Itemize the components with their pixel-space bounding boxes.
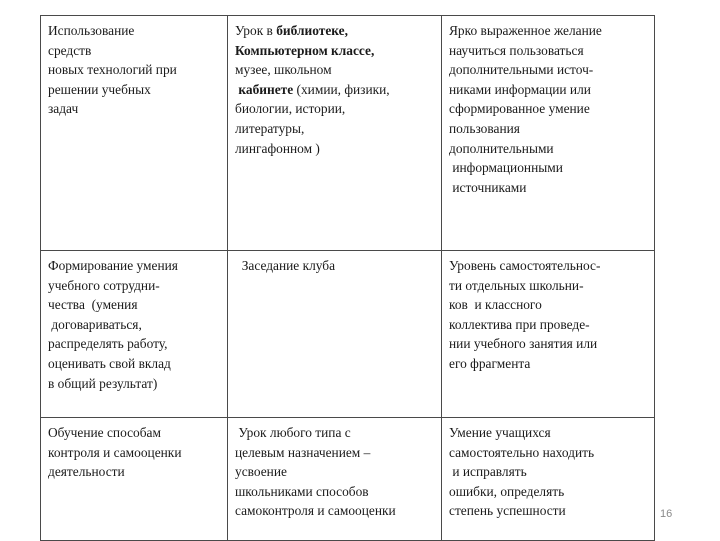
text-line [235, 41, 435, 61]
text-line: дополнительными источ- [449, 62, 594, 78]
row1-col1-cell [41, 16, 228, 251]
text-line: лингафонном ) [235, 140, 320, 156]
text-line: распределять работу, [48, 336, 168, 352]
text-line [235, 21, 435, 41]
text-line: Использование [48, 23, 135, 38]
text-line: Умение учащихся [449, 425, 551, 440]
table-row [41, 418, 655, 541]
text-line [235, 80, 435, 100]
text-line: ошибки, определять [449, 483, 565, 499]
text-line: Формирование умения [48, 258, 178, 273]
text-line: самоконтроля и самооценки [235, 503, 396, 519]
text-line: Заседание клуба [235, 258, 336, 273]
text-line: задач [48, 101, 79, 117]
text-line: и исправлять [449, 464, 527, 480]
text-line: оценивать свой вклад [48, 355, 171, 371]
text-line: информационными [449, 160, 563, 176]
text-fragment: (химии, физики, [293, 81, 390, 97]
text-line: степень успешности [449, 503, 566, 519]
text-line: сформированное умение [449, 101, 590, 117]
text-line: средств [48, 42, 92, 58]
text-line: Ярко выраженное желание [449, 23, 602, 38]
text-fragment: Урок в [235, 23, 277, 38]
table-row [41, 251, 655, 418]
text-line: пользования [449, 120, 520, 136]
bold-fragment: библиотеке, [276, 23, 348, 38]
text-line: ков и классного [449, 297, 542, 313]
text-line: контроля и самооценки [48, 444, 182, 460]
text-line: никами информации или [449, 81, 591, 97]
row2-col2-cell [228, 251, 442, 418]
text-line: дополнительными [449, 140, 554, 156]
row1-col3-cell [442, 16, 655, 251]
row2-col1-cell [41, 251, 228, 418]
text-line: научиться пользоваться [449, 42, 584, 58]
table-row [41, 16, 655, 251]
text-line: нии учебного занятия или [449, 336, 598, 352]
text-line: биологии, истории, [235, 101, 346, 117]
row3-col3-cell [442, 418, 655, 541]
bold-fragment: кабинете [238, 81, 294, 97]
text-line: усвоение [235, 464, 287, 480]
text-line: коллектива при проведе- [449, 316, 590, 332]
text-line: ти отдельных школьни- [449, 277, 584, 293]
row2-col3-cell [442, 251, 655, 418]
text-line: учебного сотрудни- [48, 277, 160, 293]
text-line: деятельности [48, 464, 125, 480]
text-line: решении учебных [48, 81, 151, 97]
text-line: целевым назначением – [235, 444, 371, 460]
text-line: Уровень самостоятельнос- [449, 258, 601, 273]
content-table [40, 15, 655, 541]
text-line: Урок любого типа с [235, 425, 351, 440]
text-line: литературы, [235, 120, 305, 136]
text-line: договариваться, [48, 316, 142, 332]
row3-col1-cell [41, 418, 228, 541]
text-line: чества (умения [48, 297, 138, 313]
row3-col2-cell [228, 418, 442, 541]
row1-col2-cell [228, 16, 442, 251]
text-line: новых технологий при [48, 62, 177, 78]
text-line: источниками [449, 179, 527, 195]
text-line: Обучение способам [48, 425, 161, 440]
text-line: школьниками способов [235, 483, 369, 499]
text-line: его фрагмента [449, 355, 531, 371]
page-number: 16 [660, 508, 673, 520]
text-line: в общий результат) [48, 375, 158, 391]
text-line: самостоятельно находить [449, 444, 595, 460]
text-line: музее, школьном [235, 62, 332, 78]
bold-fragment: Компьютерном классе, [235, 42, 375, 58]
